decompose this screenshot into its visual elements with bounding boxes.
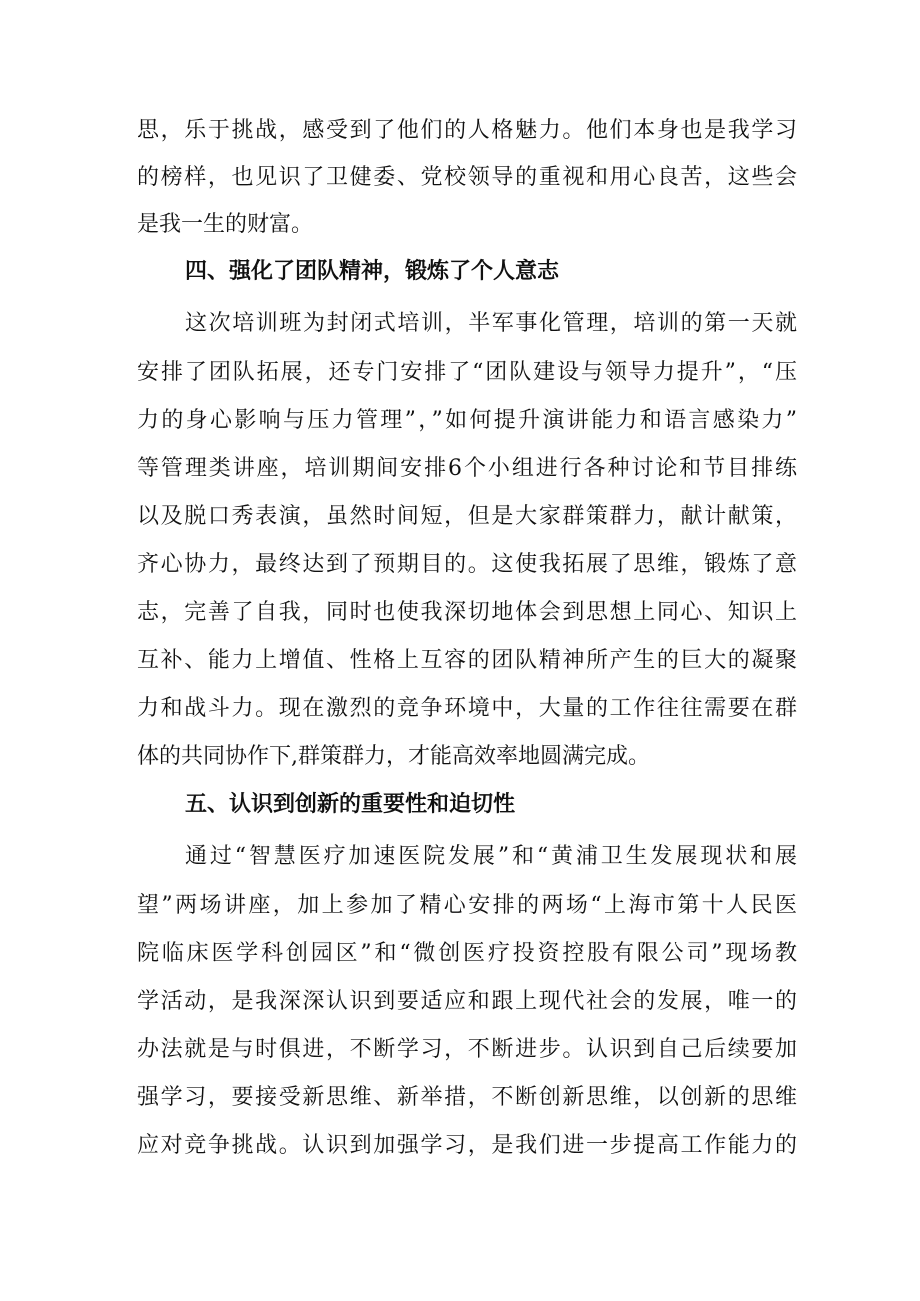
section-4-line-3: 力的身心影响与压力管理”，”如何提升演讲能力和语言感染力” bbox=[137, 408, 797, 433]
section-4-line-7: 志，完善了自我，同时也使我深切地体会到思想上同心、知识上 bbox=[137, 600, 797, 625]
section-5-line-3: 院临床医学科创园区”和“微创医疗投资控股有限公司”现场教 bbox=[137, 941, 797, 966]
section-4-heading: 四、强化了团队精神，锻炼了个人意志 bbox=[185, 259, 560, 284]
section-5-line-7: 应对竞争挑战。认识到加强学习，是我们进一步提高工作能力的 bbox=[137, 1133, 797, 1158]
section-5-heading: 五、认识到创新的重要性和迫切性 bbox=[185, 792, 516, 817]
section-5-line-6: 强学习，要接受新思维、新举措，不断创新思维，以创新的思维 bbox=[137, 1085, 797, 1110]
paragraph-1-line-3: 是我一生的财富。 bbox=[137, 212, 314, 237]
section-4-line-8: 互补、能力上增值、性格上互容的团队精神所产生的巨大的凝聚 bbox=[137, 648, 797, 673]
section-4-line-1: 这次培训班为封闭式培训，半军事化管理，培训的第一天就 bbox=[185, 311, 797, 336]
section-4-line-9: 力和战斗力。现在激烈的竞争环境中，大量的工作往往需要在群 bbox=[137, 696, 797, 721]
section-4-line-4: 等管理类讲座，培训期间安排6个小组进行各种讨论和节目排练 bbox=[137, 456, 797, 481]
section-4-line-6: 齐心协力，最终达到了预期目的。这使我拓展了思维，锻炼了意 bbox=[137, 552, 797, 577]
paragraph-1-line-1: 思，乐于挑战，感受到了他们的人格魅力。他们本身也是我学习 bbox=[137, 118, 797, 143]
section-5-line-2: 望”两场讲座，加上参加了精心安排的两场“上海市第十人民医 bbox=[137, 893, 797, 918]
section-4-line-5: 以及脱口秀表演，虽然时间短，但是大家群策群力，献计献策， bbox=[137, 504, 797, 529]
section-5-line-1: 通过“智慧医疗加速医院发展”和“黄浦卫生发展现状和展 bbox=[185, 844, 797, 869]
section-4-line-10: 体的共同协作下,群策群力，才能高效率地圆满完成。 bbox=[137, 744, 650, 769]
paragraph-1-line-2: 的榜样，也见识了卫健委、党校领导的重视和用心良苦，这些会 bbox=[137, 165, 797, 190]
section-5-line-4: 学活动，是我深深认识到要适应和跟上现代社会的发展，唯一的 bbox=[137, 989, 797, 1014]
section-4-line-2: 安排了团队拓展，还专门安排了“团队建设与领导力提升”，“压 bbox=[137, 360, 797, 385]
section-5-line-5: 办法就是与时俱进，不断学习，不断进步。认识到自己后续要加 bbox=[137, 1037, 797, 1062]
